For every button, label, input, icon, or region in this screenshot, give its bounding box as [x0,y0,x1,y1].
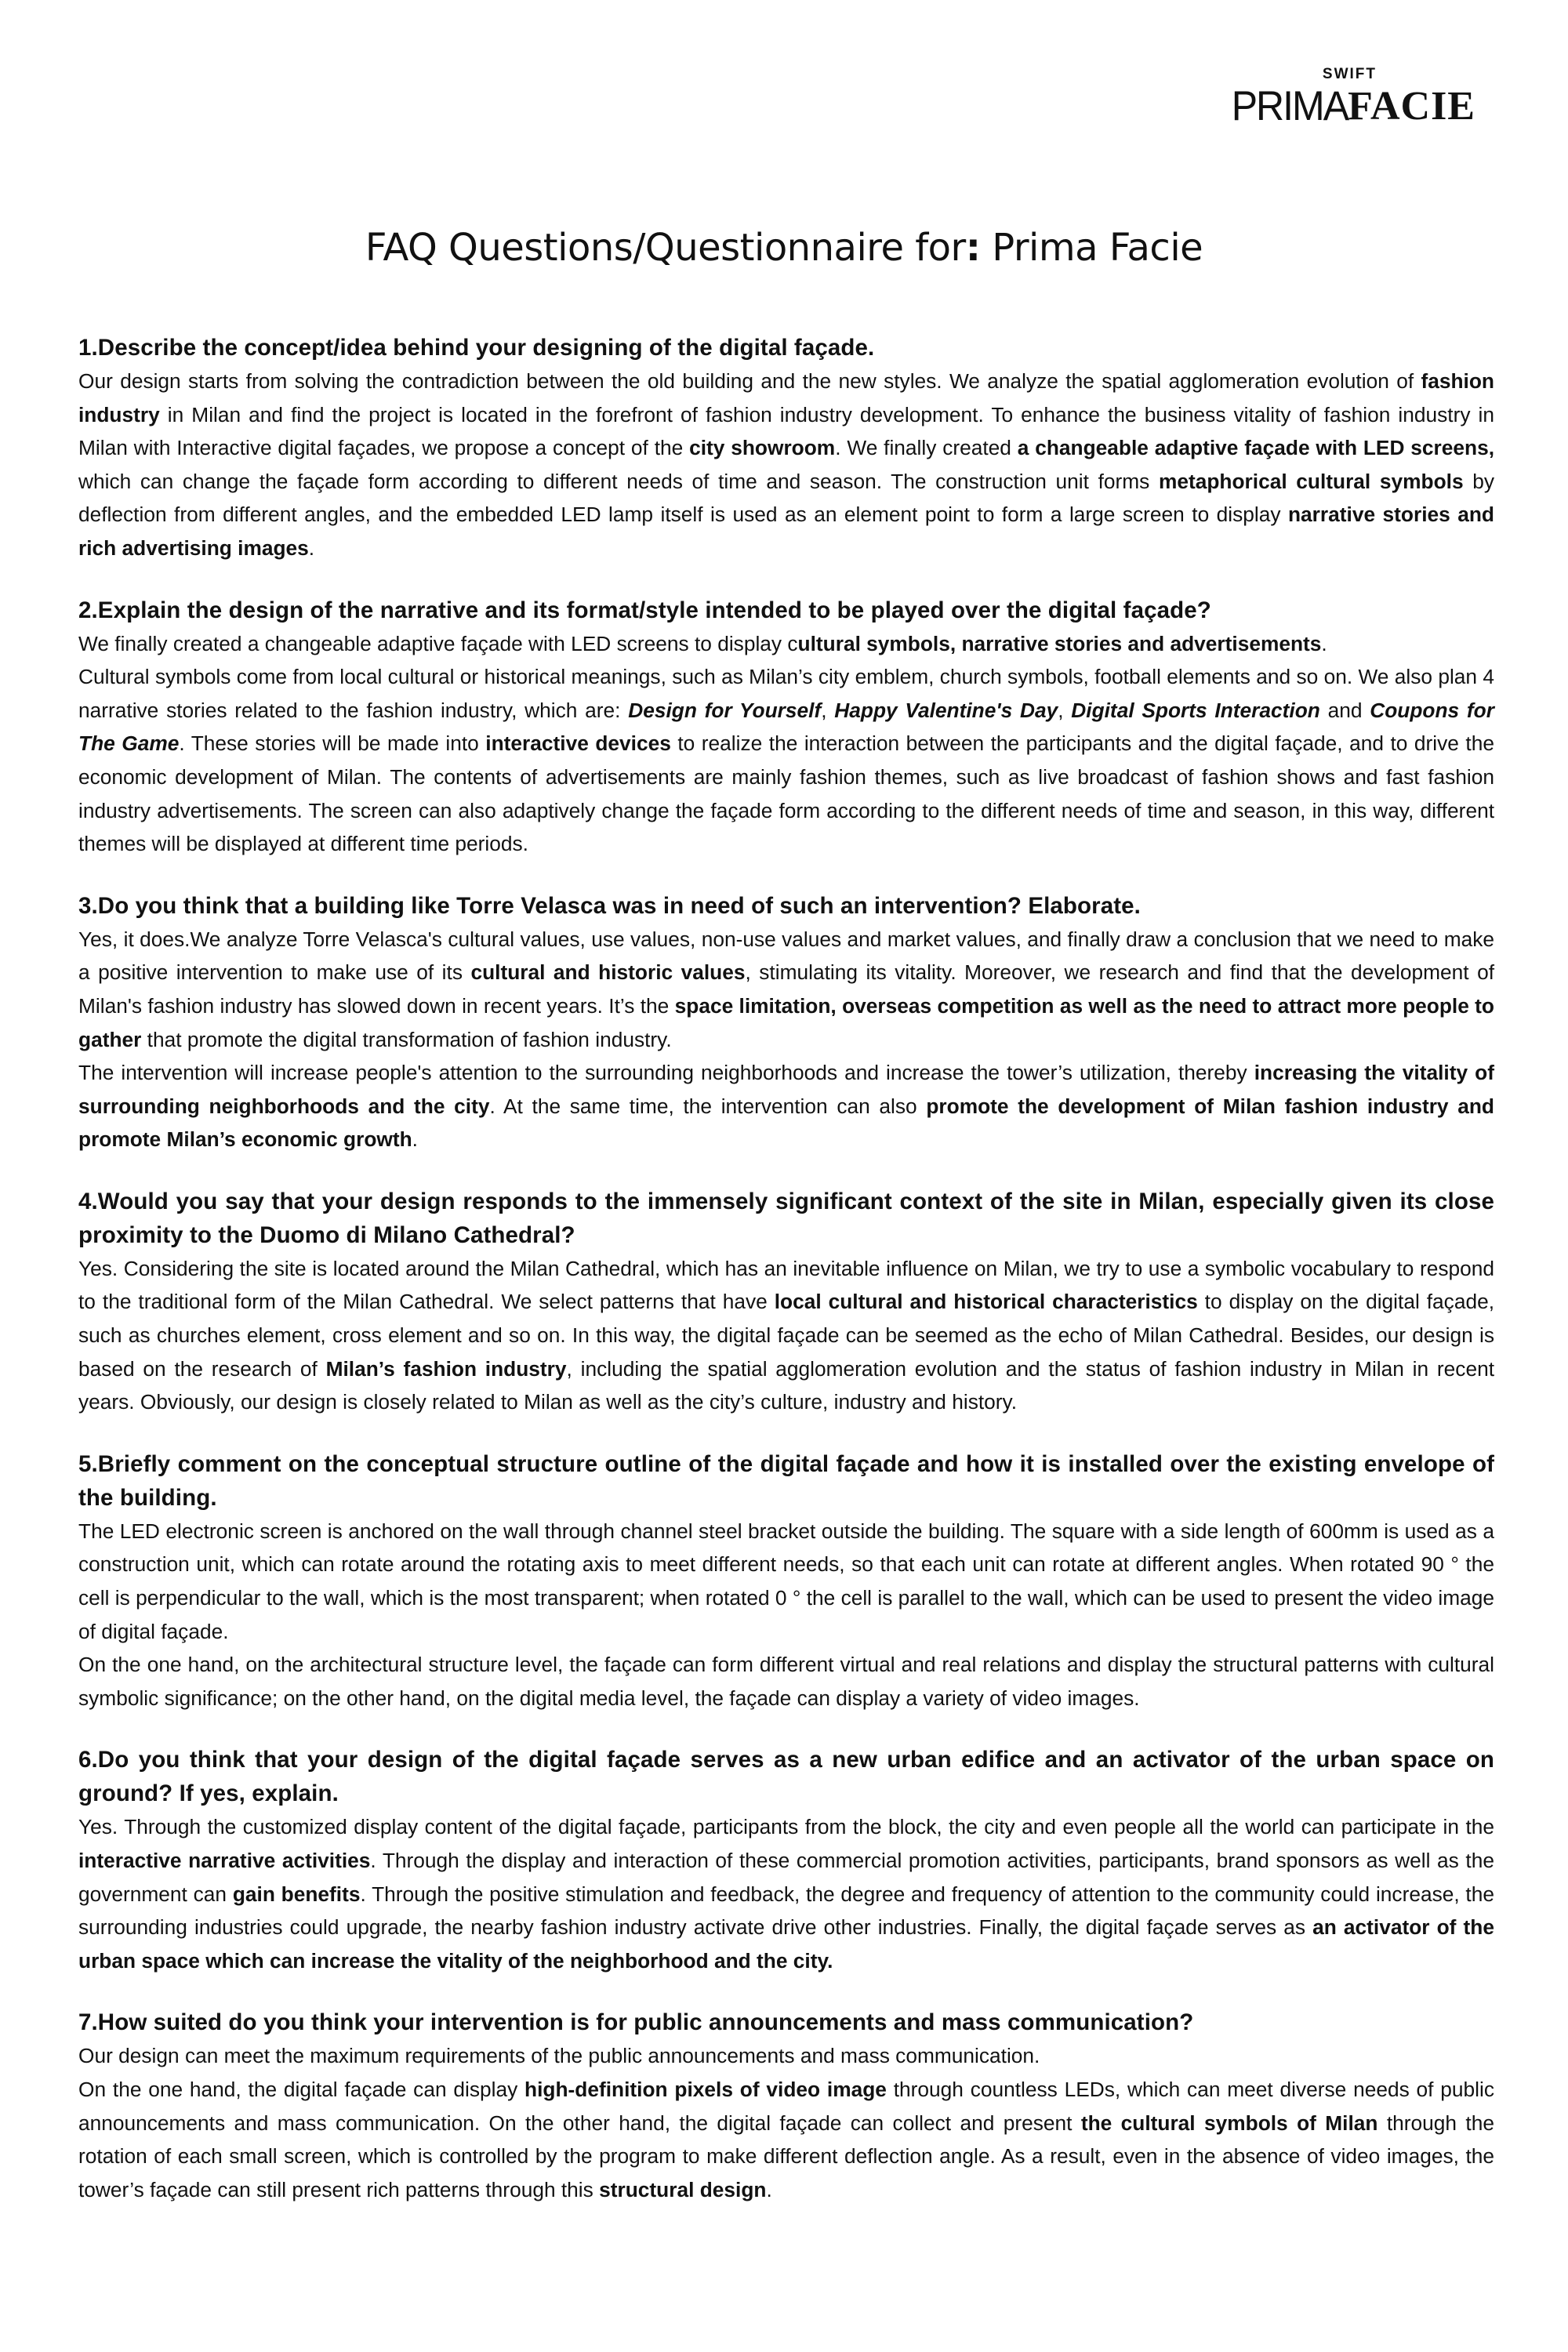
logo-prima-text: PRIMA [1231,82,1348,129]
bold-text: city showroom [689,436,836,460]
answer-text: in Milan and find the project is located in the forefront of fashion industry development. To enhance the business vitality of fashion industry in Milan with Interactive digital façades, we propose a concept of the [78,402,1494,460]
title-colon: : [965,226,981,270]
faq-answer-paragraph [78,1648,1494,1715]
faq-list [78,331,1494,2234]
bold-text: narrative stories and rich advertising images [78,503,1494,560]
faq-section [78,1743,1494,1977]
answer-text: that promote the digital transformation of fashion industry. [141,1027,672,1051]
answer-text: , [1058,698,1072,722]
bold-text: interactive narrative activities [78,1849,371,1872]
faq-answer-paragraph [78,2039,1494,2073]
answer-text: . At the same time, the intervention can also [489,1094,927,1118]
logo-wordmark [1231,82,1475,129]
bold-text: a changeable adaptive façade with LED screens, [1017,436,1494,460]
bold-text: local cultural and historical characteristics [774,1290,1198,1314]
answer-text: The LED electronic screen is anchored on the wall through channel steel bracket outside the building. The square with a side length of 600mm is used as a construction unit, which can rotate around the rotating axis to meet different needs, so that each unit can rotate at different angles. When rotated 90 ° the cell is perpendicular to the wall, which is the most transparent; when rotated 0 ° the cell is parallel to the wall, which can be used to present the video image of digital façade. [78,1519,1494,1643]
answer-text: . Through the display and interaction of these commercial promotion activities, participants, brand sponsors as well as the government can [78,1849,1494,1906]
faq-question: 6.Do you think that your design of the digital façade serves as a new urban edifice and an activator of the urban space on ground? If yes, explain. [78,1747,1494,1807]
logo-facie-text: FACIE [1348,84,1475,129]
faq-answer-paragraph [78,1252,1494,1419]
faq-answer-paragraph [78,1810,1494,1977]
faq-section [78,1185,1494,1419]
bold-text: an activator of the urban space which can increase the vitality of the neighborhood and the city. [78,1915,1494,1973]
emphasis-text: Happy Valentine's Day [834,698,1058,722]
answer-text: to display on the digital façade, such as churches element, cross element and so on. In this way, the digital façade can be seemed as the echo of Milan Cathedral. Besides, our design is based on the research of [78,1290,1495,1381]
faq-answer-paragraph [78,660,1494,861]
answer-text: Yes. Through the customized display content of the digital façade, participants from the block, the city and even people all the world can participate in the [78,1815,1494,1839]
answer-text: and [1319,698,1370,722]
answer-text: through the rotation of each small screen, which is controlled by the program to make different deflection angle. As a result, even in the absence of video images, the tower’s façade can still present rich patterns through this [78,2111,1494,2201]
bold-text: fashion industry [78,369,1494,426]
answer-text: We finally created a changeable adaptive façade with LED screens to display c [78,631,798,655]
bold-text: promote the development of Milan fashion industry and promote Milan’s economic growth [78,1094,1494,1152]
answer-text: through countless LEDs, which can meet diverse needs of public announcements and mass communication. On the other hand, the digital façade can collect and present [78,2077,1494,2135]
faq-answer-paragraph [78,365,1494,565]
bold-text: metaphorical cultural symbols [1158,469,1464,493]
answer-text: , including the spatial agglomeration evolution and the status of fashion industry in Milan in recent years. Obviously, our design is closely related to Milan as well as the city’s culture, industry and history. [78,1356,1494,1414]
bold-text: ultural symbols, narrative stories and advertisements [797,631,1322,655]
title-name: Prima Facie [980,226,1203,270]
answer-text: Our design can meet the maximum requirements of the public announcements and mass communication. [78,2044,1040,2068]
answer-text: . [412,1127,418,1152]
answer-text: to realize the interaction between the participants and the digital façade, and to drive the economic development of Milan. The contents of advertisements are mainly fashion themes, such as live broadcast of fashion shows and fast fashion industry advertisements. The screen can also adaptively change the façade form according to the different needs of time and season, in this way, different themes will be displayed at different time periods. [78,731,1494,856]
bold-text: high-definition pixels of video image [524,2077,887,2101]
faq-answer-paragraph [78,1056,1494,1156]
answer-text: . These stories will be made into [179,731,486,756]
answer-text: . We finally created [835,436,1018,460]
bold-text: the cultural symbols of Milan [1080,2111,1378,2135]
bold-text: gain benefits [232,1882,361,1906]
faq-answer-paragraph [78,1515,1494,1648]
faq-question: 5.Briefly comment on the conceptual structure outline of the digital façade and how it is installed over the existing envelope of the building. [78,1450,1494,1511]
answer-text: Yes. Considering the site is located around the Milan Cathedral, which has an inevitable influence on Milan, we try to use a symbolic vocabulary to respond to the traditional form of the Milan Cathedral. We select patterns that have [78,1256,1494,1314]
answer-text: Our design starts from solving the contradiction between the old building and the new styles. We analyze the spatial agglomeration evolution of [78,369,1421,393]
answer-text: Yes, it does.We analyze Torre Velasca's cultural values, use values, non-use values and market values, and finally draw a conclusion that we need to make a positive intervention to make use of its [78,927,1494,985]
answer-text: On the one hand, the digital façade can display [78,2077,525,2101]
answer-text: . Through the positive stimulation and feedback, the degree and frequency of attention to the community could increase, the surrounding industries could upgrade, the nearby fashion industry activate drive other industries. Finally, the digital façade serves as [78,1882,1494,1940]
faq-section [78,331,1494,565]
faq-section [78,889,1494,1156]
faq-answer-paragraph [78,923,1494,1056]
logo-swift-text: SWIFT [1322,66,1377,82]
answer-text: . [308,535,315,560]
emphasis-text: Digital Sports Interaction [1071,698,1320,722]
faq-answer-paragraph [78,627,1494,661]
answer-text: which can change the façade form according to different needs of time and season. The construction unit forms [78,469,1159,493]
faq-question: 4.Would you say that your design responds to the immensely significant context of the site in Milan, especially given its close proximity to the Duomo di Milano Cathedral? [78,1188,1494,1248]
answer-text: On the one hand, on the architectural structure level, the façade can form different virtual and real relations and display the structural patterns with cultural symbolic significance; on the other hand, on the digital media level, the façade can display a variety of video images. [78,1653,1494,1710]
document-title [0,226,1568,270]
answer-text: The intervention will increase people's attention to the surrounding neighborhoods and increase the tower’s utilization, thereby [78,1061,1254,1085]
title-lead: FAQ Questions/Questionnaire for [365,226,966,270]
answer-text: , stimulating its vitality. Moreover, we research and find that the development of Milan's fashion industry has slowed down in recent years. It’s the [78,960,1495,1018]
answer-text: , [821,698,835,722]
faq-question: 1.Describe the concept/idea behind your designing of the digital façade. [78,335,875,361]
emphasis-text: Coupons for The Game [78,698,1494,756]
faq-section [78,593,1494,861]
bold-text: Milan’s fashion industry [325,1356,567,1381]
faq-question: 7.How suited do you think your intervention is for public announcements and mass communication? [78,2009,1194,2036]
answer-text: . [766,2177,772,2201]
bold-text: space limitation, overseas competition as well as the need to attract more people to gather [78,993,1494,1051]
bold-text: cultural and historic values [470,960,746,985]
faq-question: 3.Do you think that a building like Torre Velasca was in need of such an intervention? Elaborate. [78,892,1141,919]
faq-section [78,1447,1494,1715]
answer-text: Cultural symbols come from local cultural or historical meanings, such as Milan’s city emblem, church symbols, football elements and so on. We also plan 4 narrative stories related to the fashion industry, which are: [78,665,1494,722]
bold-text: increasing the vitality of surrounding neighborhoods and the city [78,1061,1494,1118]
faq-section [78,2005,1494,2206]
bold-text: interactive devices [485,731,671,756]
prima-facie-logo [1232,66,1475,127]
answer-text: by deflection from different angles, and the embedded LED lamp itself is used as an element point to form a large screen to display [78,469,1494,527]
faq-answer-paragraph [78,2073,1494,2206]
emphasis-text: Design for Yourself [628,698,822,722]
faq-question: 2.Explain the design of the narrative and its format/style intended to be played over the digital façade? [78,597,1211,623]
bold-text: structural design [599,2177,767,2201]
answer-text: . [1321,631,1327,655]
